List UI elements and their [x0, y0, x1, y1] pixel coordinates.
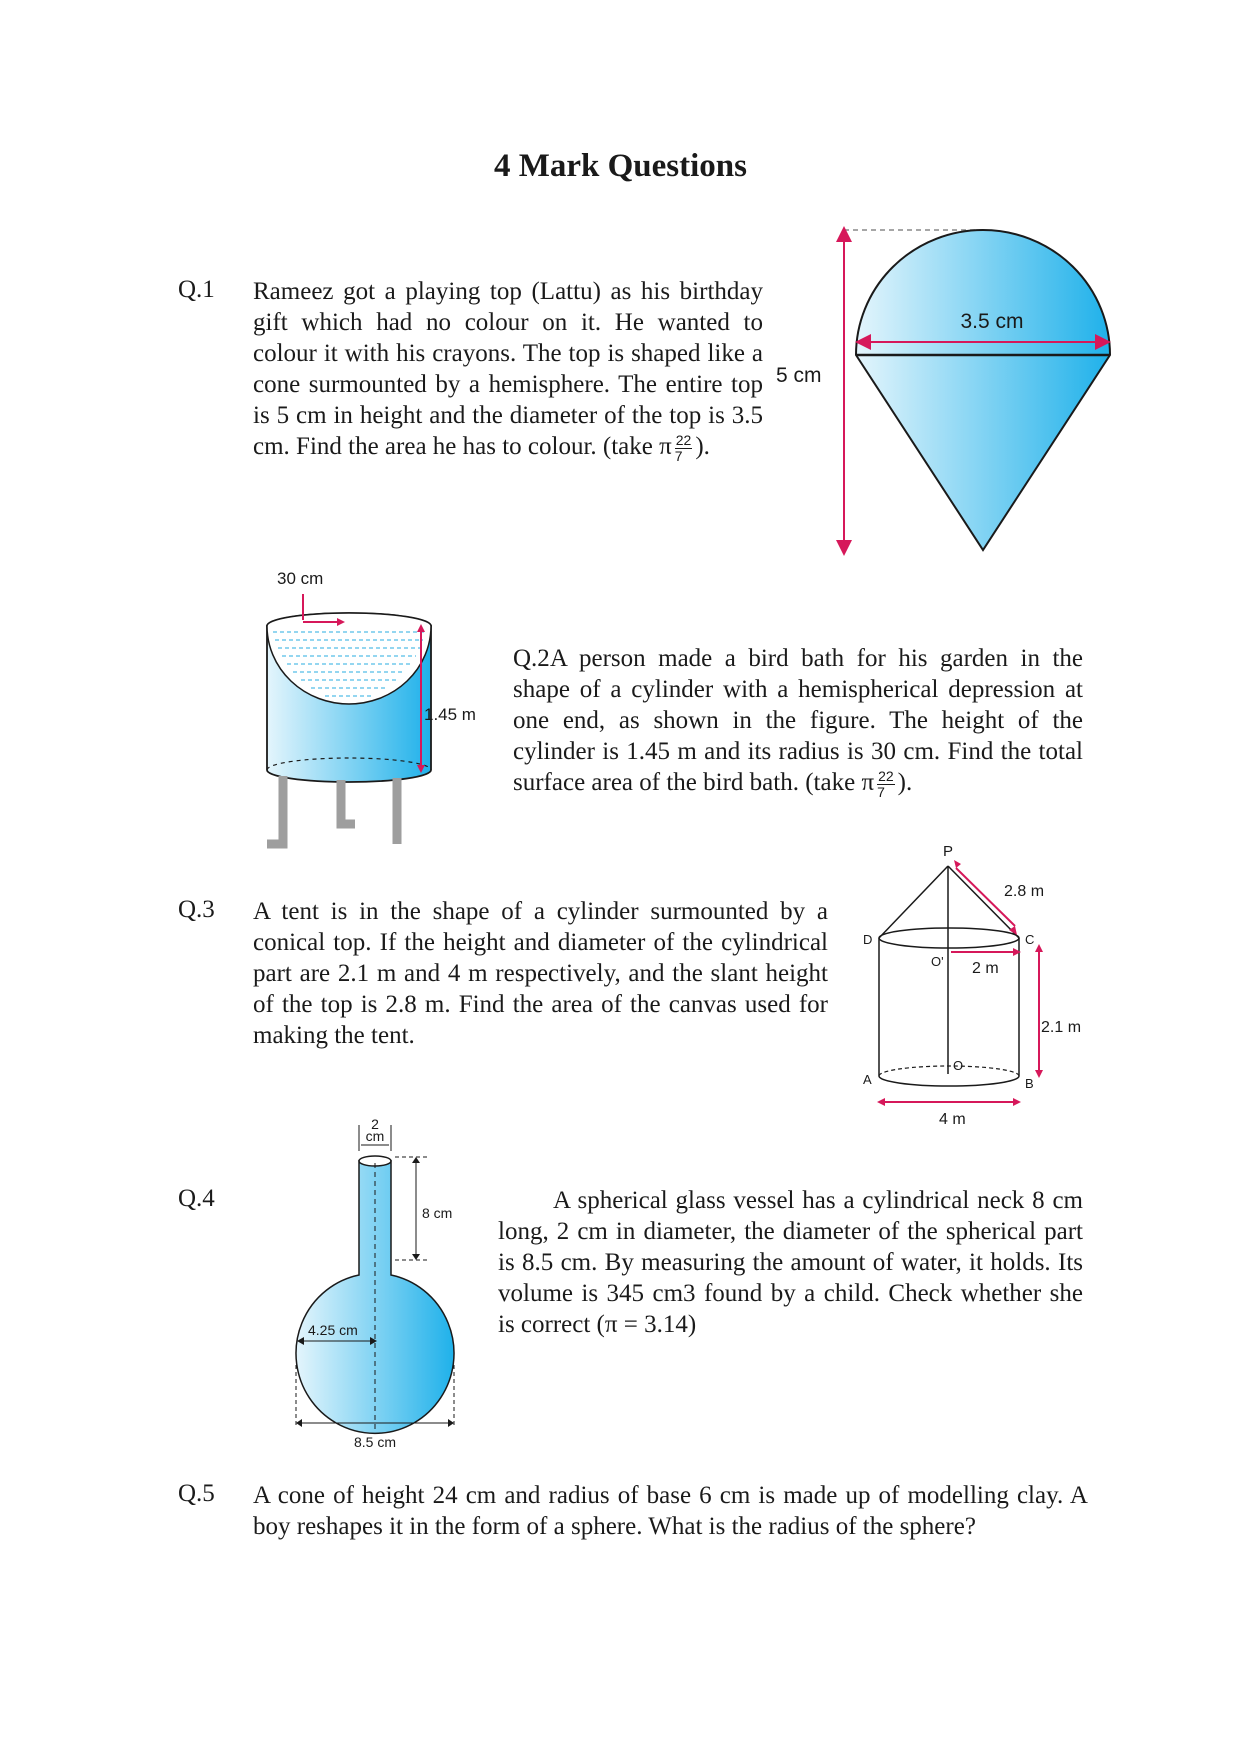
pi-symbol: π	[861, 769, 875, 796]
bird-bath-figure	[255, 560, 500, 860]
question-1-text	[253, 276, 763, 464]
question-1-body: Rameez got a playing top (Lattu) as his birthday gift which had no colour on it. He wanted to colour it with his crayons. The top is shaped like a cone surmounted by a hemisphere. The entire top is 5 cm in height and the diameter of the top is 3.5 cm. Find the area he has to colour. (take	[253, 278, 763, 460]
point-c: C	[1025, 932, 1035, 947]
question-1-number: Q.1	[178, 276, 215, 303]
pi-symbol: π	[659, 433, 672, 460]
neck-length-label: 8 cm	[422, 1205, 453, 1221]
question-1-end: ).	[695, 433, 710, 460]
point-d: D	[863, 932, 873, 947]
diameter-label: 3.5 cm	[960, 310, 1024, 333]
slant-label: 2.8 m	[1004, 883, 1045, 900]
point-p: P	[942, 843, 954, 860]
diameter-label: 4 m	[939, 1111, 966, 1128]
diameter-label: 8.5 cm	[353, 1434, 397, 1450]
cone	[856, 355, 1110, 550]
height-label: 2.1 m	[1041, 1019, 1082, 1036]
page-title: 4 Mark Questions	[493, 148, 747, 184]
question-3-number: Q.3	[178, 896, 215, 923]
neck-diameter-top: 2	[371, 1116, 379, 1132]
question-5-number: Q.5	[178, 1480, 215, 1507]
question-3-text: A tent is in the shape of a cylinder surmounted by a conical top. If the height and diameter of the cylindrical part are 2.1 m and 4 m respectively, and the slant height of the top is 2.8 m. Find the area of the canvas used for making the tent.	[253, 898, 828, 1049]
question-2-number: Q.2	[513, 645, 550, 672]
neck-diameter-unit: cm	[365, 1128, 385, 1144]
radius-label: 4.25 cm	[308, 1322, 358, 1338]
hemisphere	[856, 230, 1110, 355]
question-4-text: A spherical glass vessel has a cylindrical neck 8 cm long, 2 cm in diameter, the diameter of the spherical part is 8.5 cm. By measuring the amount of water, it holds. Its volume is 345 cm3 found by a child. Check whether she is correct (π = 3.14)	[498, 1187, 1083, 1338]
fraction-22-7	[675, 433, 693, 464]
fraction-denominator: 7	[674, 447, 683, 464]
question-2-end: ).	[897, 769, 913, 796]
point-o: O	[953, 1058, 964, 1073]
fraction-denominator: 7	[877, 783, 885, 800]
question-5-text: A cone of height 24 cm and radius of base 6 cm is made up of modelling clay. A boy reshapes it in the form of a sphere. What is the radius of the sphere?	[253, 1482, 1088, 1540]
tent-top-ellipse	[879, 928, 1019, 948]
glass-vessel-figure	[280, 1115, 480, 1450]
radius-label: 30 cm	[277, 569, 324, 588]
question-2-body: A person made a bird bath for his garden in the shape of a cylinder with a hemispherical depression at one end, as shown in the figure. The height of the cylinder is 1.45 m and its radius is 30 cm. Find the total surface area of the bird bath. (take	[513, 645, 1083, 796]
question-2-text	[513, 643, 1083, 800]
fraction-numerator: 22	[878, 767, 894, 784]
height-label: 1.45 m	[424, 705, 476, 724]
point-a: A	[863, 1072, 872, 1087]
spinning-top-figure	[770, 218, 1120, 558]
point-o-prime: O'	[931, 954, 944, 969]
radius-label: 2 m	[972, 960, 999, 977]
point-b: B	[1025, 1076, 1034, 1091]
height-label: 5 cm	[776, 364, 822, 387]
bird-bath-legs	[267, 776, 397, 844]
tent-figure	[855, 840, 1100, 1130]
fraction-22-7	[877, 769, 895, 800]
fraction-numerator: 22	[675, 431, 692, 448]
question-4-number: Q.4	[178, 1185, 215, 1212]
